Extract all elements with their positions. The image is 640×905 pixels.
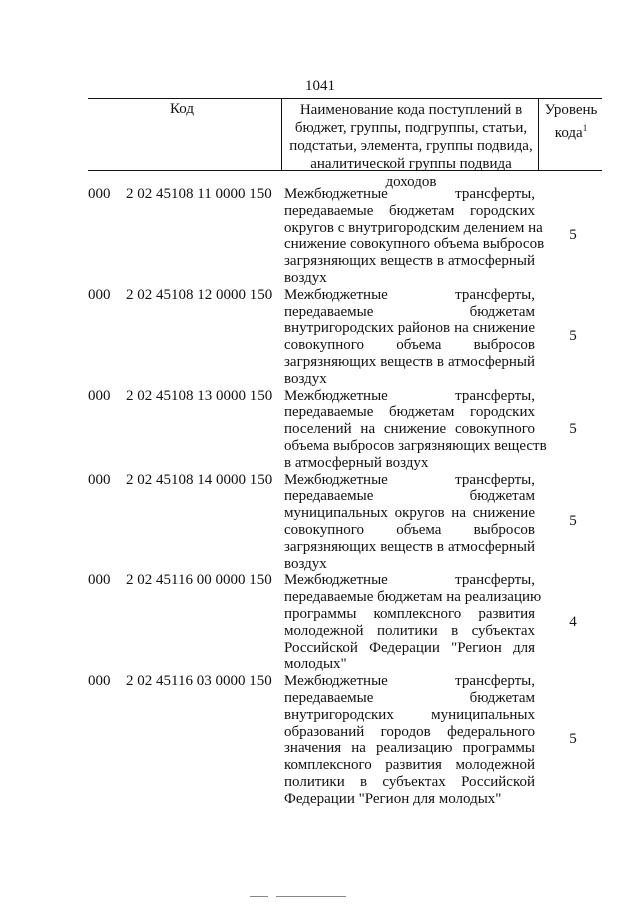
row-income-code: 2 02 45108 14 0000 150 (126, 471, 273, 488)
row-admin-code: 000 (88, 572, 111, 589)
table-row (0, 673, 640, 807)
row-name-line: загрязняющих веществ в атмосферный (284, 253, 535, 270)
row-name-line: передаваемые бюджетам (284, 303, 535, 320)
row-admin-code: 000 (88, 673, 111, 690)
row-name-line: Межбюджетные трансферты, (284, 572, 535, 589)
row-name-line: передаваемые бюджетам (284, 488, 535, 505)
row-admin-code: 000 (88, 471, 111, 488)
row-name-line: объема выбросов загрязняющих веществ (284, 437, 547, 454)
row-level: 5 (569, 731, 577, 748)
header-divider-2 (538, 98, 539, 171)
header-name-line: Наименование кода поступлений в (299, 102, 523, 118)
row-name (284, 186, 545, 287)
row-name-line: Российской Федерации "Регион для (284, 639, 535, 656)
row-name (284, 387, 547, 472)
row-name-line: молодежной политики в субъектах (284, 622, 535, 639)
footnote-marker: 1 (582, 123, 588, 133)
row-name-line: муниципальных округов на снижение (284, 505, 535, 522)
row-name-line: значения на реализацию программы (284, 740, 535, 757)
header-level (540, 101, 602, 142)
row-income-code: 2 02 45108 12 0000 150 (126, 286, 273, 303)
row-name-line: передаваемые бюджетам (284, 689, 535, 706)
row-name (284, 287, 535, 388)
row-income-code: 2 02 45108 11 0000 150 (126, 186, 272, 202)
row-level: 5 (569, 420, 577, 437)
row-name (284, 673, 535, 807)
row-name-line: образований городов федерального (284, 723, 535, 740)
header-name (284, 101, 538, 191)
header-name-line: бюджет, группы, подгруппы, статьи, (294, 120, 528, 136)
row-name-line: Межбюджетные трансферты, (284, 673, 535, 690)
table-row (0, 472, 640, 573)
row-admin-code: 000 (88, 286, 111, 303)
page-number: 1041 (305, 78, 335, 94)
header-name-line: аналитической группы подвида доходов (310, 156, 512, 190)
header-divider-1 (281, 98, 282, 171)
row-name-line: воздух (284, 370, 327, 387)
row-name-line: в атмосферный воздух (284, 454, 429, 471)
header-level-kod: кода (554, 125, 583, 141)
table-row (0, 186, 640, 287)
table-header (88, 98, 602, 190)
table-row (0, 572, 640, 673)
row-income-code: 2 02 45108 13 0000 150 (126, 387, 273, 404)
header-name-line: подстатьи, элемента, группы подвида, (289, 138, 533, 154)
row-name-line: политики в субъектах Российской (284, 773, 535, 790)
row-name-line: поселений на снижение совокупного (284, 421, 535, 438)
row-admin-code: 000 (88, 387, 111, 404)
row-name-line: Межбюджетные трансферты, (284, 471, 535, 488)
table-row (0, 287, 640, 388)
row-admin-code: 000 (88, 186, 111, 202)
row-name-line: воздух (284, 555, 327, 572)
header-kod: Код (170, 101, 194, 117)
header-level-line1: Уровень (544, 102, 598, 118)
row-name-line: передаваемые бюджетам на реализацию (284, 589, 542, 606)
row-name-line: загрязняющих веществ в атмосферный (284, 353, 535, 370)
row-name-line: передаваемые бюджетам городских (284, 202, 535, 219)
row-name-line: внутригородских муниципальных (284, 706, 535, 723)
row-name-line: Межбюджетные трансферты, (284, 286, 535, 303)
row-name-line: Межбюджетные трансферты, (284, 387, 535, 404)
row-income-code: 2 02 45116 00 0000 150 (126, 572, 272, 589)
row-name-line: воздух (284, 269, 327, 286)
row-name-line: округов с внутригородским делением на (284, 219, 543, 236)
row-name-line: совокупного объема выбросов (284, 337, 535, 354)
header-level-line2 (540, 119, 602, 142)
header-bottom-rule (88, 170, 602, 171)
row-level: 5 (569, 512, 577, 529)
row-name-line: Межбюджетные трансферты, (284, 186, 535, 202)
row-level: 5 (569, 328, 577, 345)
row-level: 5 (569, 227, 577, 244)
row-name (284, 472, 535, 573)
row-income-code: 2 02 45116 03 0000 150 (126, 673, 272, 690)
row-name-line: передаваемые бюджетам городских (284, 404, 535, 421)
row-name-line: Федерации "Регион для молодых" (284, 790, 502, 807)
row-name-line: программы комплексного развития (284, 605, 535, 622)
row-name (284, 572, 542, 673)
row-name-line: комплексного развития молодежной (284, 757, 535, 774)
row-name-line: загрязняющих веществ в атмосферный (284, 538, 535, 555)
row-name-line: снижение совокупного объема выбросов (284, 236, 545, 253)
row-name-line: молодых" (284, 656, 347, 673)
row-level: 4 (569, 613, 577, 630)
table-row (0, 388, 640, 472)
row-name-line: совокупного объема выбросов (284, 521, 535, 538)
header-top-rule (88, 98, 602, 99)
bottom-marks (250, 896, 350, 899)
table-body (0, 186, 640, 808)
row-name-line: внутригородских районов на снижение (284, 320, 535, 337)
